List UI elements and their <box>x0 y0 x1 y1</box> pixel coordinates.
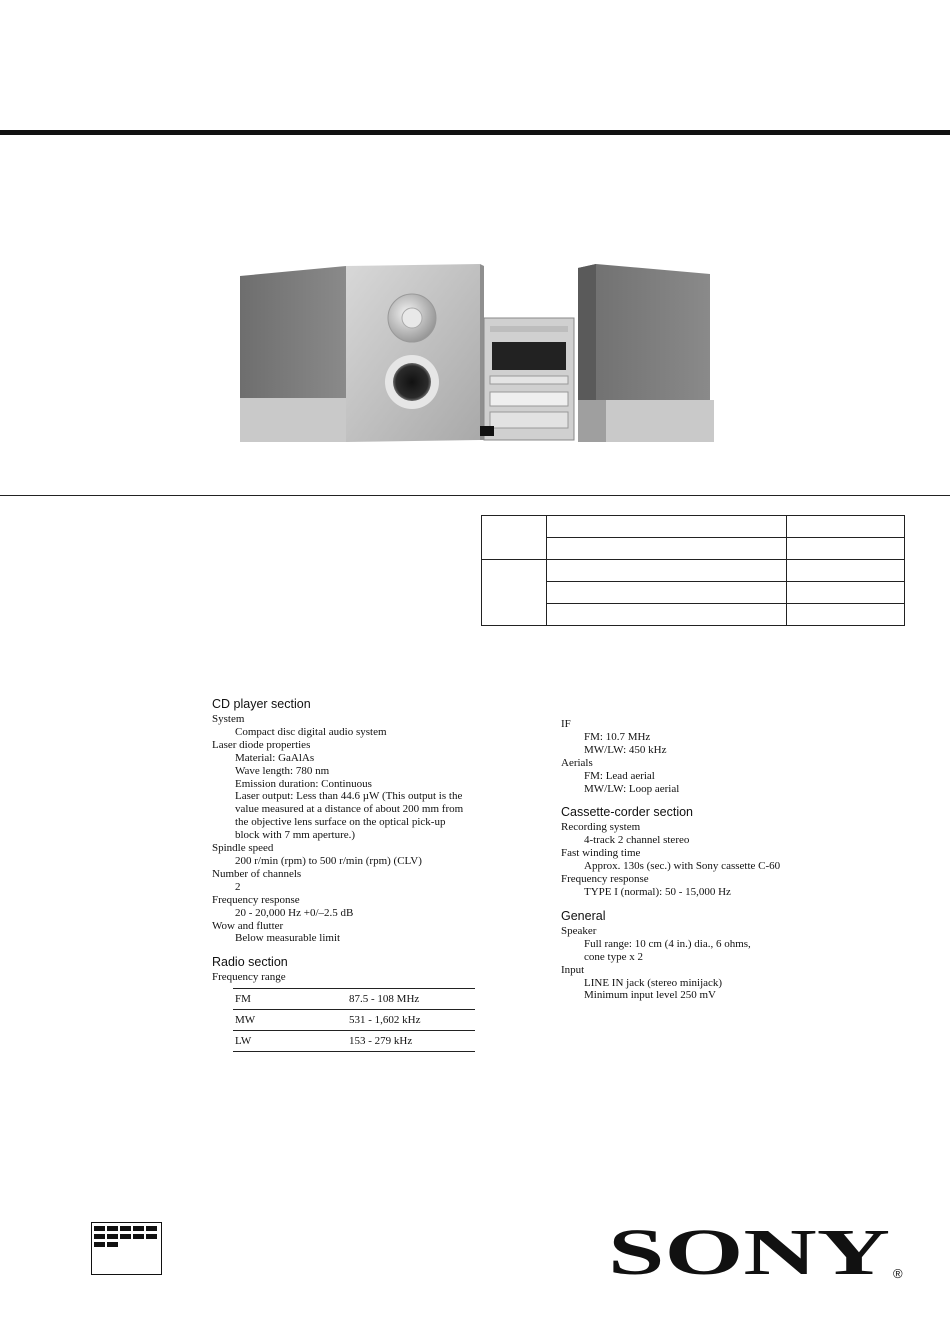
specs-left-column <box>212 696 477 1052</box>
table-row <box>233 989 475 1010</box>
spec-value: TYPE I (normal): 50 - 15,000 Hz <box>584 885 731 898</box>
product-photo <box>236 262 718 446</box>
registered-mark: ® <box>893 1266 903 1280</box>
band-cell: LW <box>233 1031 347 1052</box>
spec-value: 200 r/min (rpm) to 500 r/min (rpm) (CLV) <box>235 854 422 867</box>
spec-value: Laser output: Less than 44.6 µW (This output is the <box>235 790 463 803</box>
range-cell: 531 - 1,602 kHz <box>347 1010 475 1031</box>
spec-label: Number of channels <box>212 867 302 880</box>
spec-value: the objective lens surface on the optical pick-up <box>235 816 446 829</box>
spec-label: Frequency response <box>561 873 649 886</box>
spec-value: MW/LW: 450 kHz <box>584 743 667 756</box>
top-rule <box>0 130 950 135</box>
range-cell: 153 - 279 kHz <box>347 1031 475 1052</box>
spec-value: block with 7 mm aperture.) <box>235 829 356 842</box>
spec-label: Recording system <box>561 821 641 834</box>
spec-label: Wow and flutter <box>212 919 284 932</box>
general-section-heading: General <box>561 908 606 923</box>
spec-value: value measured at a distance of about 200 mm from <box>235 803 464 816</box>
spec-value: Below measurable limit <box>235 932 341 945</box>
specs-right-column <box>561 718 821 1002</box>
radio-section-heading: Radio section <box>212 955 288 970</box>
spec-label: Laser diode properties <box>212 738 311 751</box>
table-row <box>482 560 905 582</box>
spec-label: Spindle speed <box>212 842 274 855</box>
logo-text: SONY <box>608 1220 890 1280</box>
frequency-range-table <box>233 988 475 1052</box>
table-row <box>482 516 905 538</box>
range-cell: 87.5 - 108 MHz <box>347 989 475 1010</box>
spec-value: Compact disc digital audio system <box>235 725 387 738</box>
sony-logo <box>608 1220 908 1280</box>
spec-label: Input <box>561 963 585 976</box>
spec-value: LINE IN jack (stereo minijack) <box>584 976 723 989</box>
table-row <box>233 1031 475 1052</box>
spec-value: Material: GaAlAs <box>235 751 315 764</box>
spec-value: 4-track 2 channel stereo <box>584 834 690 847</box>
band-cell: MW <box>233 1010 347 1031</box>
model-table <box>481 515 905 626</box>
spec-value: MW/LW: Loop aerial <box>584 782 680 795</box>
section-rule <box>0 495 950 496</box>
spec-value: Approx. 130s (sec.) with Sony cassette C-60 <box>584 860 781 873</box>
spec-label: IF <box>561 718 571 730</box>
spec-label: System <box>212 713 245 725</box>
main-unit <box>480 318 574 440</box>
spec-value: Full range: 10 cm (4 in.) dia., 6 ohms, <box>584 937 751 950</box>
cassette-section-heading: Cassette-corder section <box>561 805 694 820</box>
band-cell: FM <box>233 989 347 1010</box>
spec-label: Frequency range <box>212 971 286 984</box>
spec-value: Emission duration: Continuous <box>235 777 372 790</box>
spec-value: FM: Lead aerial <box>584 769 655 782</box>
cd-section-heading: CD player section <box>212 697 311 711</box>
spec-value: Minimum input level 250 mV <box>584 989 716 1002</box>
spec-value: 20 - 20,000 Hz +0/–2.5 dB <box>235 906 354 919</box>
spec-label: Frequency response <box>212 893 300 906</box>
table-row <box>233 1010 475 1031</box>
subwoofer <box>346 264 484 442</box>
left-speaker <box>240 266 364 442</box>
spec-value: Wave length: 780 nm <box>235 764 330 777</box>
spec-value: cone type x 2 <box>584 950 643 963</box>
spec-label: Speaker <box>561 924 597 937</box>
region-mark-icon <box>91 1222 162 1275</box>
spec-value: FM: 10.7 MHz <box>584 730 651 743</box>
spec-label: Fast winding time <box>561 847 641 860</box>
spec-value: 2 <box>235 880 241 893</box>
right-speaker <box>578 264 714 442</box>
spec-label: Aerials <box>561 756 593 769</box>
